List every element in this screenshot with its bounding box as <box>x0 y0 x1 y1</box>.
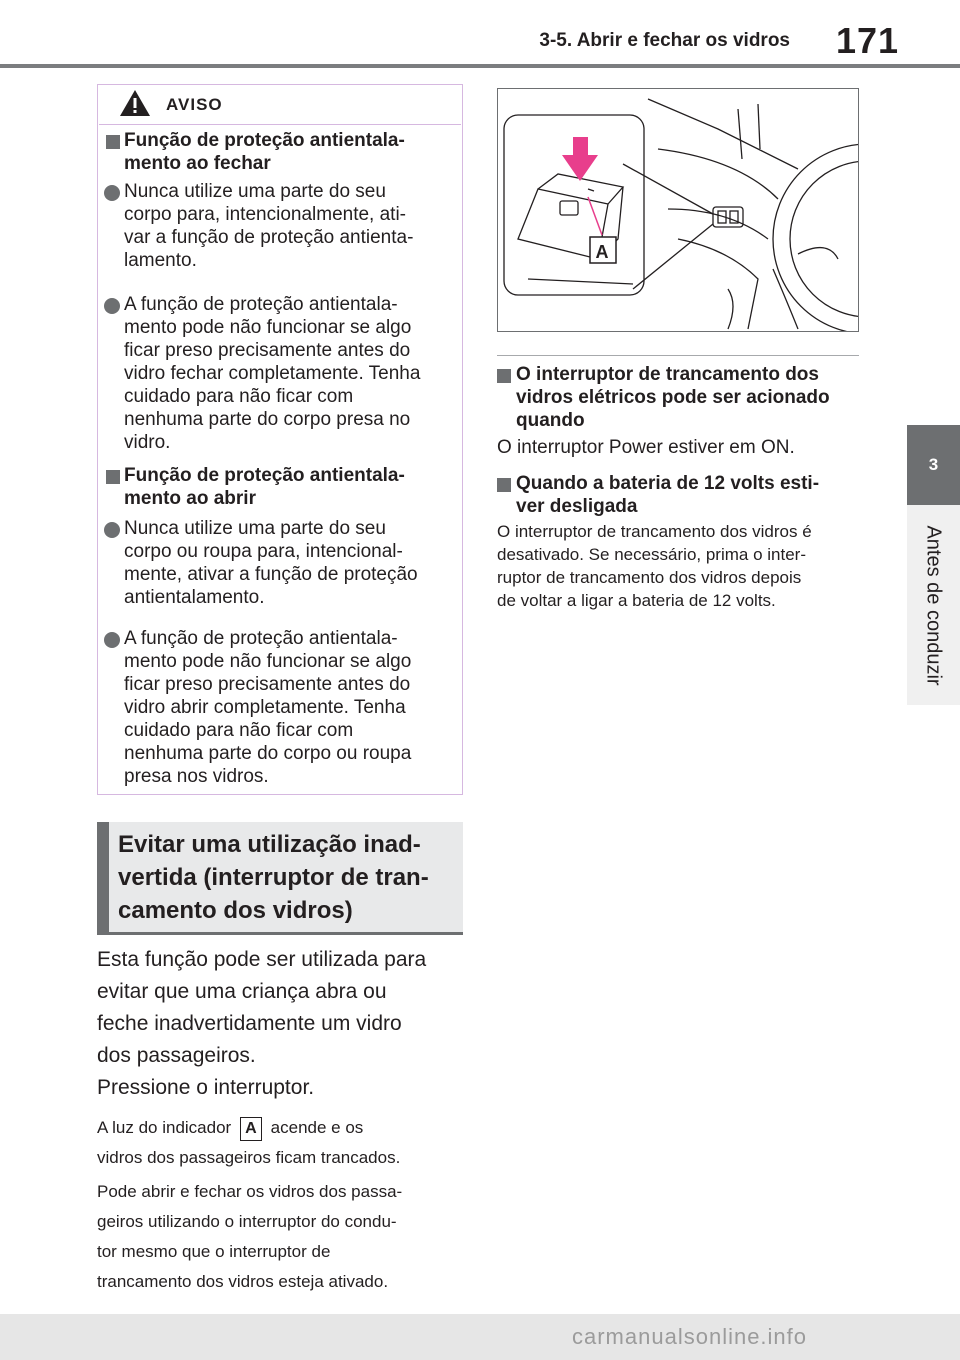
section-note: Pode abrir e fechar os vidros dos passa- geiros utilizando o interruptor do condu- tor mesmo que o interruptor de trancamento dos vidros esteja ativado. <box>97 1182 403 1291</box>
footer-band <box>0 1314 960 1360</box>
footer-watermark: carmanualsonline.info <box>572 1324 808 1349</box>
page-number: 171 <box>836 20 900 61</box>
section-heading-rule <box>97 932 463 935</box>
chapter-title-vertical <box>907 505 960 705</box>
bullet-dot-icon <box>104 298 120 314</box>
section-heading: Evitar uma utilização inad- vertida (interruptor de tran- camento dos vidros) <box>118 831 429 924</box>
warning-bullet: Nunca utilize uma parte do seu corpo para, intencionalmente, ati- var a função de proteção antienta- lamento. <box>124 181 414 271</box>
bullet-dot-icon <box>104 185 120 201</box>
callout-a-label: A <box>240 1117 262 1141</box>
illustration-callout-a: A <box>595 242 609 262</box>
heading-square-icon <box>106 135 120 149</box>
warning-bullet: A função de proteção antientala- mento pode não funcionar se algo ficar preso precisamente antes do vidro abrir completamente. Tenha cuidado para não ficar com nenhuma parte do corpo ou roupa presa nos vidros. <box>124 628 412 787</box>
battery-text: O interruptor de trancamento dos vidros é desativado. Se necessário, prima o inter- ruptor de trancamento dos vidros depois de voltar a ligar a bateria de 12 volts. <box>497 522 812 610</box>
indicator-line <box>97 1113 363 1142</box>
warning-bullet: Nunca utilize uma parte do seu corpo ou roupa para, intencional- mente, ativar a função de proteção antientalamento. <box>124 518 418 608</box>
window-lock-illustration <box>497 88 859 332</box>
section-intro: Esta função pode ser utilizada para evitar que uma criança abra ou feche inadvertidamente um vidro dos passageiros. <box>97 948 427 1067</box>
warning-section2-heading: Função de proteção antientala- mento ao abrir <box>124 465 405 509</box>
chapter-number-tab: 3 <box>907 425 960 505</box>
heading-square-icon <box>106 470 120 484</box>
battery-heading: Quando a bateria de 12 volts esti- ver desligada <box>516 473 820 517</box>
warning-header <box>99 86 461 125</box>
section-title: 3-5. Abrir e fechar os vidros <box>539 30 790 51</box>
section-instruction: Pressione o interruptor. <box>97 1076 315 1099</box>
warning-section1-heading: Função de proteção antientala- mento ao fechar <box>124 130 405 174</box>
illustration-rule <box>497 355 859 356</box>
indicator-text-after: acende e os <box>270 1118 364 1137</box>
lock-switch-heading: O interruptor de trancamento dos vidros elétricos pode ser acionado quando <box>516 364 830 431</box>
heading-square-icon <box>497 369 511 383</box>
indicator-line2: vidros dos passageiros ficam trancados. <box>97 1148 401 1167</box>
bullet-dot-icon <box>104 522 120 538</box>
header-rule <box>0 64 960 68</box>
section-heading-bar <box>97 822 109 932</box>
chapter-title: Antes de conduzir <box>923 524 946 686</box>
warning-bullet: A função de proteção antientala- mento pode não funcionar se algo ficar preso precisamente antes do vidro fechar completamente. Tenha cuidado para não ficar com nenhuma parte do corpo presa no vidro. <box>124 294 421 453</box>
warning-title: AVISO <box>166 95 223 114</box>
warning-triangle-icon <box>118 88 152 118</box>
heading-square-icon <box>497 478 511 492</box>
bullet-dot-icon <box>104 632 120 648</box>
lock-switch-text: O interruptor Power estiver em ON. <box>497 437 795 458</box>
indicator-text-before: A luz do indicador <box>97 1118 232 1137</box>
